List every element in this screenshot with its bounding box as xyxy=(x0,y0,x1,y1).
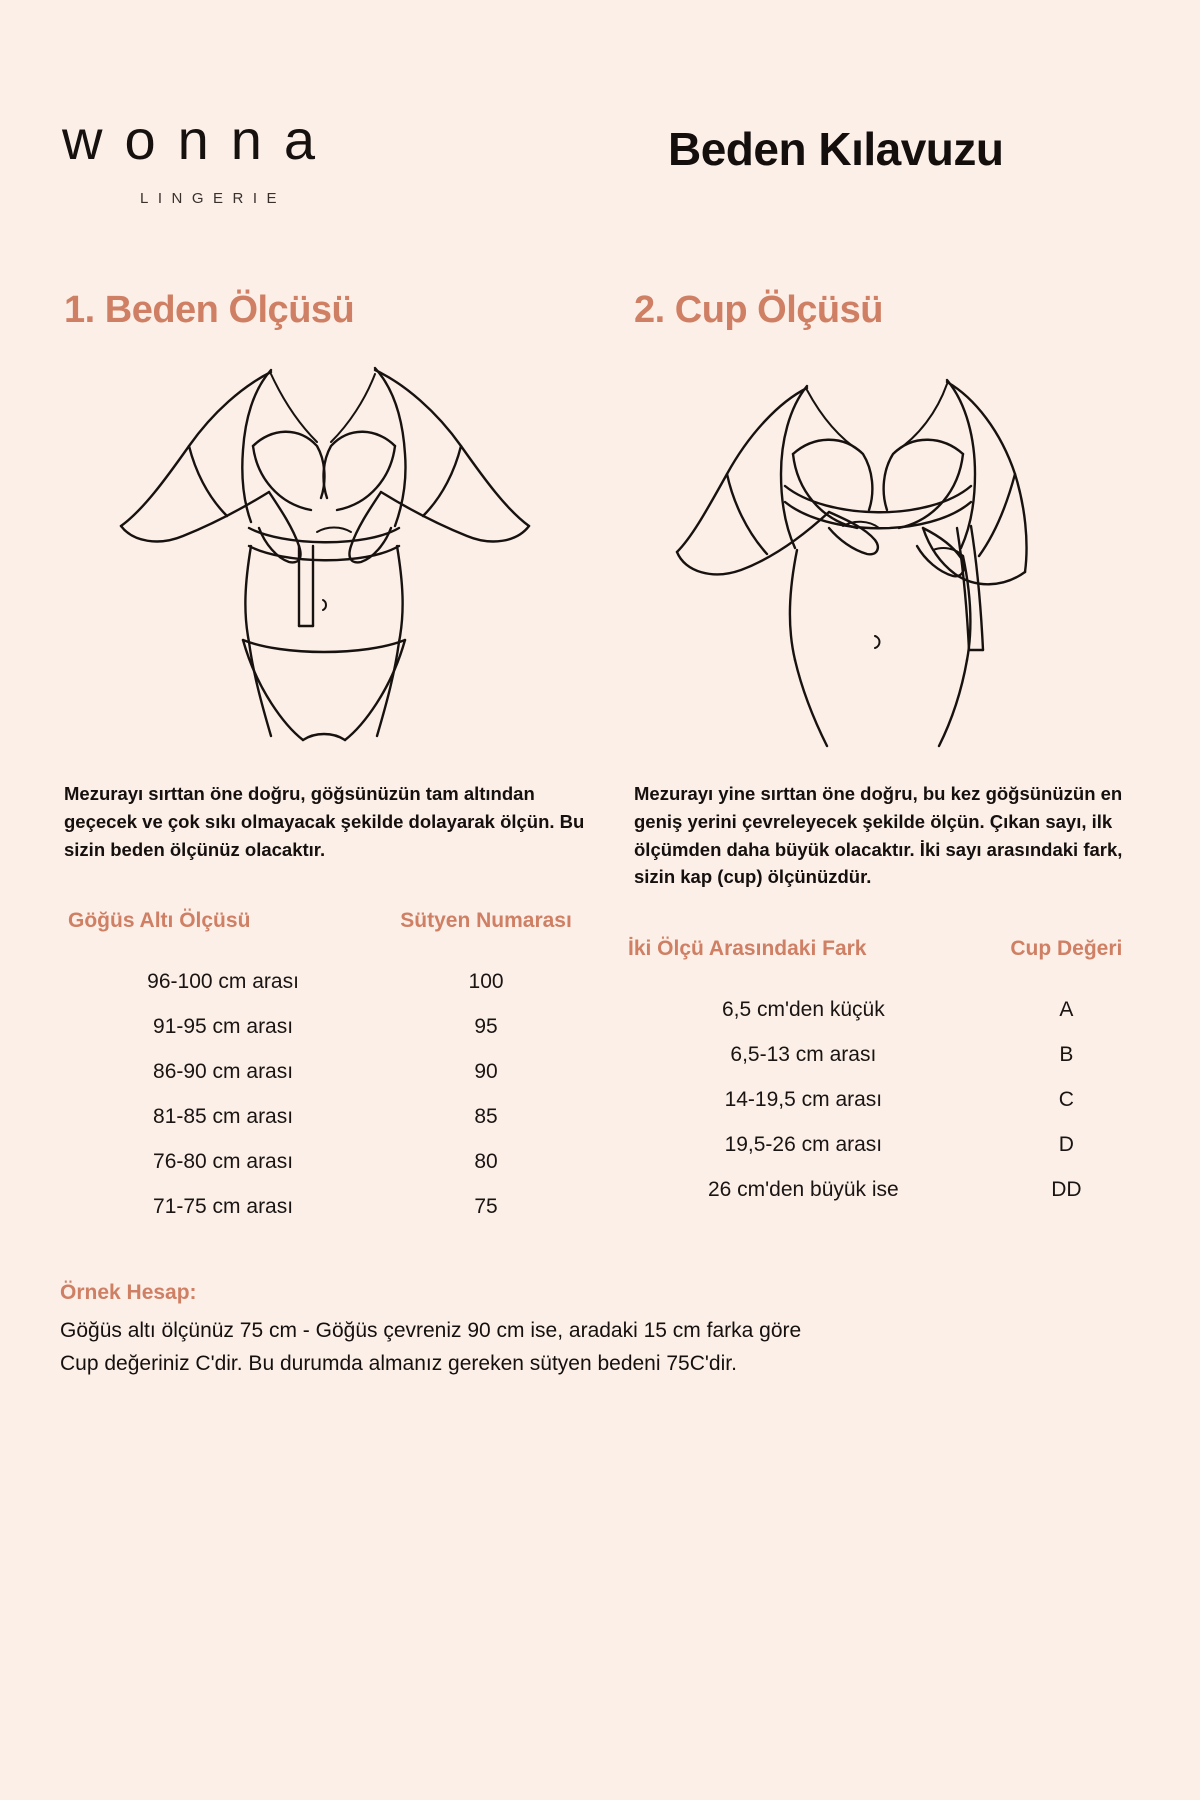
cell-value: D xyxy=(1058,1132,1074,1156)
table-row xyxy=(614,1032,1140,1077)
section-cup-measure xyxy=(600,289,1154,1229)
brand-logo xyxy=(60,108,580,207)
cell-range: 6,5 cm'den küçük xyxy=(721,997,885,1021)
woman-measuring-bust-illustration xyxy=(614,350,1140,770)
brand-subtitle: LINGERIE xyxy=(140,190,287,207)
table-row xyxy=(60,1049,586,1094)
cell-value: 85 xyxy=(474,1104,498,1128)
section-description: Mezurayı sırttan öne doğru, göğsünüzün tam altından geçecek ve çok sıkı olmayacak şekilde dolayarak ölçün. Bu sizin beden ölçünüz olacaktır. xyxy=(64,783,585,860)
cell-value: 90 xyxy=(474,1059,498,1083)
cell-range: 71-75 cm arası xyxy=(153,1194,294,1218)
table-header-row xyxy=(614,937,1140,987)
table-row xyxy=(614,1077,1140,1122)
cell-value: A xyxy=(1059,997,1074,1021)
cell-range: 26 cm'den büyük ise xyxy=(707,1177,899,1201)
column-header-difference: İki Ölçü Arasındaki Fark xyxy=(628,937,867,960)
page-header xyxy=(0,0,1200,207)
cell-range: 96-100 cm arası xyxy=(147,969,299,993)
cell-value: DD xyxy=(1051,1177,1082,1201)
table-row xyxy=(60,1094,586,1139)
example-line-2: Cup değeriniz C'dir. Bu durumda almanız gereken sütyen bedeni 75C'dir. xyxy=(60,1351,737,1375)
table-row xyxy=(60,1004,586,1049)
cell-range: 76-80 cm arası xyxy=(153,1149,294,1173)
band-size-table xyxy=(60,909,586,1229)
cell-value: B xyxy=(1059,1042,1074,1066)
cell-range: 6,5-13 cm arası xyxy=(730,1042,877,1066)
table-header-row xyxy=(60,909,586,959)
example-calculation xyxy=(60,1281,1140,1380)
section-description: Mezurayı yine sırttan öne doğru, bu kez göğsünüzün en geniş yerini çevreleyecek şekilde ölçün. Çıkan sayı, ilk ölçümden daha büyük olacaktır. İki sayı arasındaki fark, sizin kap (cup) ölçünüzdür. xyxy=(634,783,1123,888)
table-row xyxy=(60,959,586,1004)
cell-value: 80 xyxy=(474,1149,498,1173)
section-band-measure xyxy=(46,289,600,1229)
cell-value: C xyxy=(1058,1087,1074,1111)
section-title: 2. Cup Ölçüsü xyxy=(634,289,883,331)
cell-range: 19,5-26 cm arası xyxy=(724,1132,883,1156)
cell-range: 91-95 cm arası xyxy=(153,1014,294,1038)
page-title: Beden Kılavuzu xyxy=(668,123,1004,175)
woman-measuring-underbust-illustration xyxy=(60,350,586,770)
guide-columns xyxy=(0,289,1200,1229)
table-row xyxy=(60,1139,586,1184)
example-title: Örnek Hesap: xyxy=(60,1281,197,1305)
column-header-cup-value: Cup Değeri xyxy=(1010,937,1123,960)
cell-value: 95 xyxy=(474,1014,498,1038)
column-header-bra-number: Sütyen Numarası xyxy=(400,909,572,933)
table-row xyxy=(614,1167,1140,1212)
column-header-underbust: Göğüs Altı Ölçüsü xyxy=(68,909,251,933)
cup-size-table xyxy=(614,937,1140,1212)
example-line-1: Göğüs altı ölçünüz 75 cm - Göğüs çevreniz 90 cm ise, aradaki 15 cm farka göre xyxy=(60,1319,802,1343)
cell-range: 14-19,5 cm arası xyxy=(724,1087,883,1111)
table-row xyxy=(614,1122,1140,1167)
section-title: 1. Beden Ölçüsü xyxy=(64,289,355,331)
cell-range: 81-85 cm arası xyxy=(153,1104,294,1128)
table-row xyxy=(60,1184,586,1229)
table-row xyxy=(614,987,1140,1032)
brand-name: wonna xyxy=(62,108,338,171)
cell-value: 100 xyxy=(468,969,504,993)
cell-value: 75 xyxy=(474,1194,498,1218)
cell-range: 86-90 cm arası xyxy=(153,1059,294,1083)
